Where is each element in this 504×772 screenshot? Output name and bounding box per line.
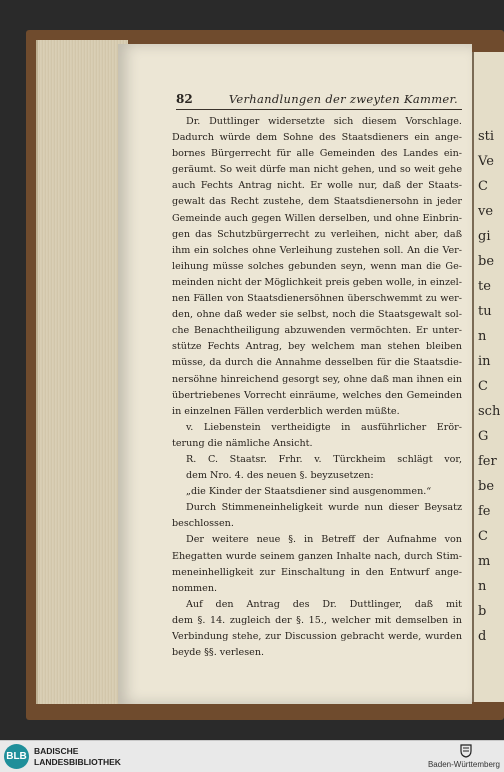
text-line: Durch Stimmeneinheligkeit wurde nun dieser Beysatz bbox=[186, 502, 462, 514]
text-line: nersöhne hinreichend gesorgt sey, ohne daß man ihnen ein bbox=[172, 373, 462, 385]
next-page-fragment: be bbox=[478, 479, 495, 494]
text-line: terung die nämliche Ansicht. bbox=[172, 437, 313, 449]
page-body-text bbox=[172, 114, 462, 661]
next-page-fragment: Ve bbox=[478, 154, 494, 169]
text-line: gen das Schutzbürgerrecht zu verleihen, nicht aber, daß bbox=[172, 228, 462, 240]
text-line: dem §. 14. zugleich der §. 15., welcher mit demselben in bbox=[172, 614, 462, 626]
next-page-fragment: fe bbox=[478, 504, 491, 519]
text-line: gewalt das Recht zustehe, dem Staatsdienersohn in jeder bbox=[172, 196, 462, 208]
next-page-fragment: gi bbox=[478, 229, 491, 244]
page-edges bbox=[36, 40, 128, 704]
next-page-fragment: sti bbox=[478, 129, 495, 144]
text-line: Dadurch würde dem Sohne des Staatsdieners ein ange- bbox=[172, 132, 462, 144]
text-line: meneinhelligkeit zur Einschaltung in den Entwurf ange- bbox=[172, 566, 462, 578]
next-page-fragment: C bbox=[478, 379, 488, 394]
library-name-line1: BADISCHE bbox=[34, 746, 79, 756]
next-page-fragment: m bbox=[478, 554, 491, 569]
text-line: Auf den Antrag des Dr. Duttlinger, daß mit bbox=[186, 598, 462, 610]
next-page-fragment: te bbox=[478, 279, 491, 294]
next-page-fragment: n bbox=[478, 329, 487, 344]
next-page-fragment: fer bbox=[478, 454, 497, 469]
text-line: beyde §§. verlesen. bbox=[172, 647, 265, 659]
next-page-fragment: ve bbox=[478, 204, 494, 219]
next-page-fragment: C bbox=[478, 179, 488, 194]
text-line: auch Fechts Antrag nicht. Er wolle nur, daß der Staats- bbox=[172, 180, 462, 192]
library-name[interactable] bbox=[34, 746, 121, 767]
next-page-fragment: G bbox=[478, 429, 489, 444]
running-title: Verhandlungen der zweyten Kammer. bbox=[228, 92, 458, 106]
text-line: meinden nicht der Möglichkeit preis geben wolle, in einzel- bbox=[172, 276, 462, 288]
region-label: Baden-Württemberg bbox=[427, 760, 500, 769]
running-header bbox=[176, 86, 462, 110]
text-line: „die Kinder der Staatsdiener sind ausgenommen.“ bbox=[186, 486, 432, 498]
next-page-edge bbox=[472, 52, 504, 702]
text-line: Dr. Duttlinger widersetzte sich diesem Vorschlage. bbox=[186, 116, 462, 127]
footer-bar bbox=[0, 740, 504, 772]
text-line: che Benachtheiligung abzuwenden vermöchten. Er unter- bbox=[172, 325, 462, 337]
next-page-fragment: tu bbox=[478, 304, 492, 319]
next-page-fragment: d bbox=[478, 629, 487, 644]
next-page-fragment: n bbox=[478, 579, 487, 594]
text-line: Der weitere neue §. in Betreff der Aufnahme von bbox=[186, 534, 462, 546]
text-line: müsse, da durch die Annahme desselben für die Staatsdie- bbox=[172, 357, 462, 369]
text-line: Verbindung stehe, zur Discussion gebracht werde, wurden bbox=[172, 631, 462, 642]
text-line: beschlossen. bbox=[172, 518, 234, 530]
next-page-fragment: be bbox=[478, 254, 495, 269]
text-line: bornes Bürgerrecht für alle Gemeinden des Landes ein- bbox=[172, 148, 462, 160]
text-line: in einzelnen Fällen verderblich werden müßte. bbox=[172, 405, 400, 417]
text-line: Gemeinde auch gegen Willen derselben, und ohne Einbrin- bbox=[172, 212, 462, 224]
text-line: v. Liebenstein vertheidigte in ausführlicher Erör- bbox=[186, 421, 462, 433]
text-line: nen Fällen von Staatsdienersöhnen überschwemmt zu wer- bbox=[172, 293, 462, 305]
blb-logo-icon[interactable]: BLB bbox=[4, 744, 29, 769]
library-name-line2: LANDESBIBLIOTHEK bbox=[34, 756, 121, 767]
text-line: R. C. Staatsr. Frhr. v. Türckheim schlägt vor, bbox=[186, 453, 462, 465]
text-line: Ehegatten wurde seinem ganzen Inhalte nach, durch Stim- bbox=[172, 550, 462, 562]
text-line: nommen. bbox=[172, 582, 218, 594]
page-number: 82 bbox=[176, 92, 193, 106]
next-page-fragment: b bbox=[478, 604, 487, 619]
next-page-fragment: in bbox=[478, 354, 491, 369]
text-line: leihung müsse solches gebunden seyn, wenn man die Ge- bbox=[172, 260, 462, 272]
text-line: geräumt. So weit dürfe man nicht gehen, und so weit gehe bbox=[172, 164, 462, 176]
next-page-fragment: sch bbox=[478, 404, 501, 419]
text-line: übertriebenes Vorrecht einräume, welches den Gemeinden bbox=[172, 389, 462, 401]
text-line: dem Nro. 4. des neuen §. beyzusetzen: bbox=[186, 470, 374, 482]
state-crest-icon bbox=[459, 743, 473, 758]
text-line: stütze Fechts Antrag, bey welchem man stehen bleiben bbox=[172, 341, 462, 353]
text-line: den, ohne daß weder sie selbst, noch die Staatsgewalt sol- bbox=[172, 309, 462, 321]
next-page-fragment: C bbox=[478, 529, 488, 544]
text-line: ihm ein solches ohne Verleihung zustehen soll. An die Ver- bbox=[172, 244, 462, 256]
